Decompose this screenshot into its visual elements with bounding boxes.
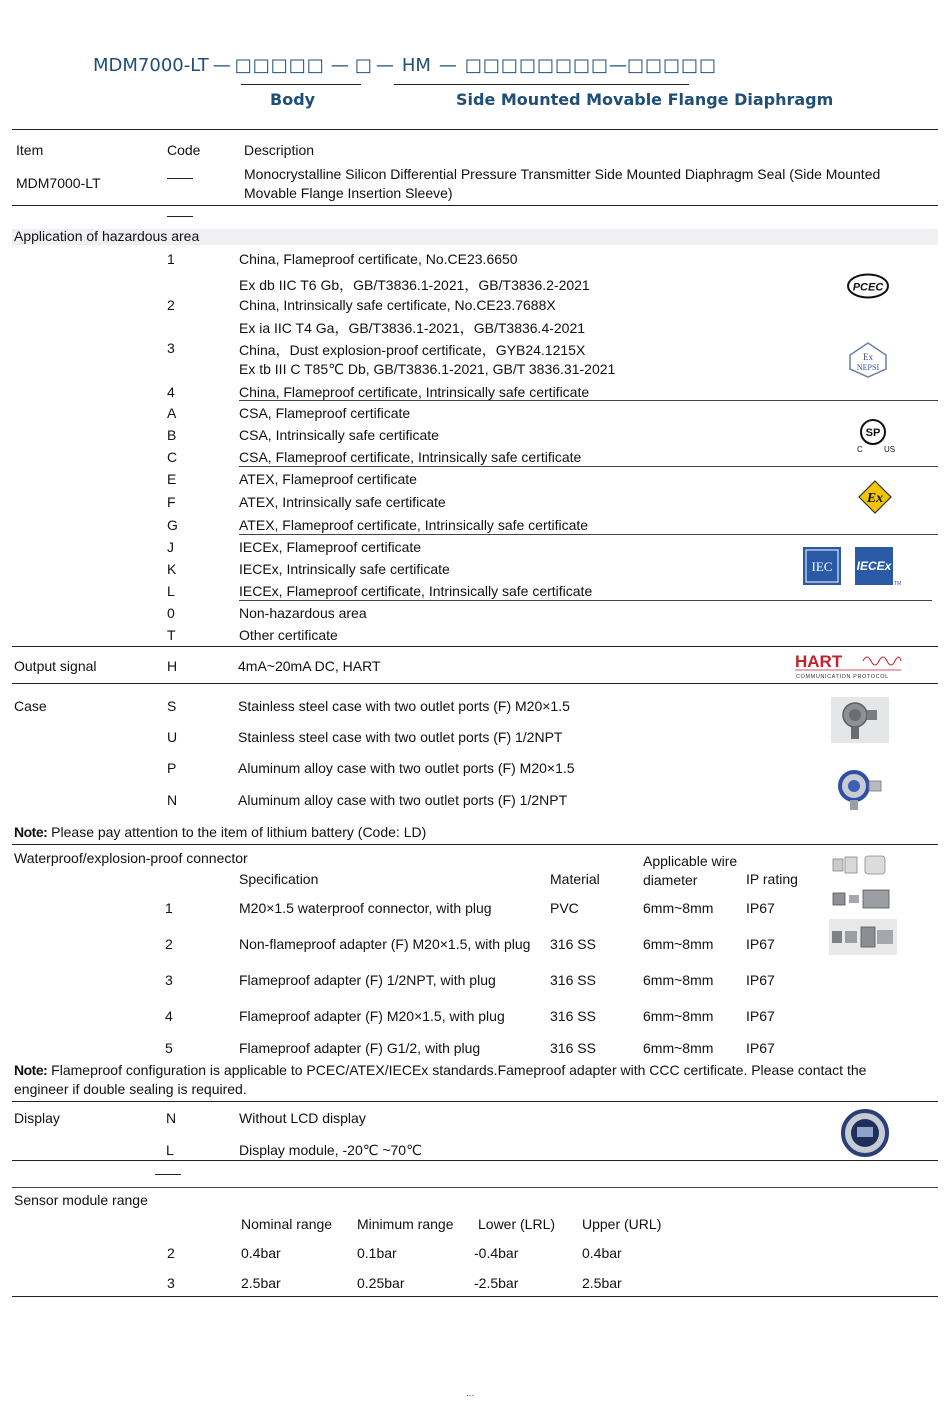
nepsi-logo-bottom: NEPSI — [856, 363, 880, 372]
pcec-logo-text: PCEC — [852, 281, 884, 294]
connector-ip: IP67 — [746, 972, 775, 988]
column-header-description: Description — [244, 142, 315, 158]
body-underline — [241, 84, 361, 85]
model-code-header — [93, 55, 717, 76]
case-section-title: Case — [14, 698, 47, 714]
hazard-code: K — [167, 561, 177, 577]
connector-code: 1 — [165, 900, 173, 916]
hazard-code: 4 — [167, 384, 175, 400]
display-code: L — [166, 1142, 174, 1158]
sensor-upper: 2.5bar — [582, 1275, 622, 1291]
code-dash — [167, 216, 193, 217]
sensor-header-upper: Upper (URL) — [582, 1216, 662, 1232]
flange-label: Side Mounted Movable Flange Diaphragm — [456, 90, 834, 109]
hazard-code: A — [167, 405, 177, 421]
connector-ip: IP67 — [746, 1008, 775, 1024]
connector-wire: 6mm~8mm — [643, 1040, 714, 1056]
model-name: MDM7000-LT — [93, 55, 209, 76]
hazard-text: IECEx, Intrinsically safe certificate — [239, 561, 450, 577]
body-label: Body — [270, 90, 316, 109]
connector-header-spec: Specification — [239, 871, 319, 887]
lcd-display-image-icon — [840, 1108, 890, 1158]
rule — [12, 646, 938, 647]
model-item: MDM7000-LT — [16, 175, 101, 191]
iec-logo-text: IEC — [811, 559, 833, 574]
connector-material: PVC — [550, 900, 579, 916]
rule — [12, 1101, 938, 1102]
hart-logo-word: HART — [795, 652, 843, 671]
connector-spec: Flameproof adapter (F) M20×1.5, with plug — [239, 1008, 505, 1024]
body-code-boxes: □□□□□ — [234, 55, 325, 76]
connector-ip: IP67 — [746, 900, 775, 916]
hazard-code: G — [167, 517, 178, 533]
hazard-code: T — [167, 627, 176, 643]
flange-underline — [394, 84, 689, 85]
sensor-header-lower: Lower (LRL) — [478, 1216, 556, 1232]
connector-header-wire-line2: diameter — [643, 872, 698, 888]
hazard-text: ATEX, Intrinsically safe certificate — [239, 494, 446, 510]
pvc-connector-image-icon — [831, 853, 891, 877]
case-text: Aluminum alloy case with two outlet ports (F) M20×1.5 — [238, 760, 575, 776]
case-text: Stainless steel case with two outlet ports (F) M20×1.5 — [238, 698, 570, 714]
hazard-text: Ex tb III C T85℃ Db, GB/T3836.1-2021, GB/T 3836.31-2021 — [239, 361, 616, 377]
hazard-code: L — [167, 583, 175, 599]
hazard-code: B — [167, 427, 177, 443]
single-code-box: □ — [354, 55, 372, 76]
flange-code-boxes: □□□□□□□□ — [464, 55, 609, 76]
connector-code: 3 — [165, 972, 173, 988]
hm-code: HM — [401, 55, 431, 76]
connector-spec: Flameproof adapter (F) 1/2NPT, with plug — [239, 972, 496, 988]
connector-spec: M20×1.5 waterproof connector, with plug — [239, 900, 492, 916]
sensor-nominal: 2.5bar — [241, 1275, 281, 1291]
output-code: H — [167, 658, 178, 674]
aluminum-case-image-icon — [832, 764, 888, 812]
hazard-text: Non-hazardous area — [239, 605, 367, 621]
flameproof-adapter-image-icon — [829, 919, 897, 955]
nepsi-logo-top: Ex — [863, 352, 873, 362]
hazard-text: China, Flameproof certificate, No.CE23.6650 — [239, 251, 518, 267]
display-text: Without LCD display — [239, 1110, 366, 1126]
table-bottom-rule — [12, 1296, 938, 1297]
hazard-code: E — [167, 471, 177, 487]
code-dash — [167, 178, 193, 179]
connector-material: 316 SS — [550, 972, 596, 988]
hazard-text: CSA, Intrinsically safe certificate — [239, 427, 439, 443]
hazard-code: J — [167, 539, 174, 555]
column-header-code: Code — [167, 142, 201, 158]
header-dash: — — [330, 55, 349, 76]
rule — [12, 1187, 938, 1188]
nepsi-logo-icon — [847, 341, 889, 379]
iecex-logo-icon — [855, 547, 901, 587]
display-text: Display module, -20℃ ~70℃ — [239, 1142, 422, 1158]
sensor-minimum: 0.1bar — [357, 1245, 397, 1261]
code-dash — [155, 1174, 181, 1175]
connector-section-title: Waterproof/explosion-proof connector — [14, 850, 248, 866]
nonflameproof-adapter-image-icon — [831, 887, 893, 911]
connector-wire: 6mm~8mm — [643, 900, 714, 916]
rule — [12, 205, 938, 206]
header-dash: — — [212, 55, 231, 76]
hazard-text: IECEx, Flameproof certificate — [239, 539, 422, 555]
iec-logo-icon — [803, 547, 841, 585]
sensor-upper: 0.4bar — [582, 1245, 622, 1261]
hazard-code: 2 — [167, 297, 175, 313]
iecex-tm: TM — [894, 581, 901, 587]
column-header-item: Item — [16, 142, 44, 158]
sensor-minimum: 0.25bar — [357, 1275, 405, 1291]
output-section-title: Output signal — [14, 658, 97, 674]
iecex-logo-text: IECEx — [856, 559, 892, 573]
sensor-header-minimum: Minimum range — [357, 1216, 454, 1232]
csa-logo-c: C — [857, 445, 863, 454]
connector-ip: IP67 — [746, 1040, 775, 1056]
case-note — [14, 824, 426, 840]
sensor-section-title: Sensor module range — [14, 1192, 148, 1208]
hazard-text: Other certificate — [239, 627, 338, 643]
note-text: Flameproof configuration is applicable to PCEC/ATEX/IECEx standards.Fameproof adapter with CCC certificate. Please contact the — [47, 1062, 867, 1078]
connector-wire: 6mm~8mm — [643, 1008, 714, 1024]
connector-note-line2: engineer if double sealing is required. — [14, 1081, 247, 1097]
hazard-code: 0 — [167, 605, 175, 621]
connector-code: 5 — [165, 1040, 173, 1056]
rule — [12, 1160, 938, 1161]
tail-code-boxes: □□□□□ — [626, 55, 718, 76]
rule — [239, 400, 938, 401]
header-dash: — — [608, 55, 627, 76]
connector-material: 316 SS — [550, 1008, 596, 1024]
hazard-text: CSA, Flameproof certificate — [239, 405, 411, 421]
connector-spec: Non-flameproof adapter (F) M20×1.5, with plug — [239, 936, 531, 952]
hazard-code: 3 — [167, 340, 175, 356]
case-code: U — [167, 729, 178, 745]
case-code: N — [167, 792, 178, 808]
hazard-text: China, Intrinsically safe certificate, No.CE23.7688X — [239, 297, 556, 313]
note-text: Please pay attention to the item of lithium battery (Code: LD) — [47, 824, 427, 840]
note-label: Note: — [14, 1062, 48, 1078]
hazard-text: Ex ia IIC T4 Ga，GB/T3836.1-2021，GB/T3836.4-2021 — [239, 320, 586, 336]
display-code: N — [166, 1110, 177, 1126]
atex-logo-text: Ex — [866, 491, 884, 506]
sensor-header-nominal: Nominal range — [241, 1216, 333, 1232]
connector-header-wire-line1: Applicable wire — [643, 853, 738, 869]
sensor-code: 3 — [167, 1275, 175, 1291]
csa-logo-icon — [853, 415, 899, 455]
connector-material: 316 SS — [550, 936, 596, 952]
connector-header-material: Material — [550, 871, 600, 887]
table-top-rule — [12, 129, 938, 130]
svg-text:SP: SP — [865, 427, 881, 439]
case-code: S — [167, 698, 177, 714]
header-dash: — — [375, 55, 394, 76]
header-dash: — — [438, 55, 457, 76]
model-description-line1: Monocrystalline Silicon Differential Pressure Transmitter Side Mounted Diaphragm Seal (Side Mounted — [244, 166, 881, 182]
connector-note-line1 — [14, 1062, 866, 1078]
rule — [12, 844, 938, 845]
hart-logo-icon — [795, 651, 903, 681]
stainless-case-image-icon — [831, 697, 889, 743]
display-section-title: Display — [14, 1110, 60, 1126]
case-text: Aluminum alloy case with two outlet ports (F) 1/2NPT — [238, 792, 568, 808]
rule — [239, 600, 932, 601]
sensor-code: 2 — [167, 1245, 175, 1261]
rule — [239, 466, 938, 467]
csa-logo-us: US — [884, 445, 896, 454]
connector-material: 316 SS — [550, 1040, 596, 1056]
note-label: Note: — [14, 824, 48, 840]
hazard-code: 1 — [167, 251, 175, 267]
sensor-lower: -0.4bar — [474, 1245, 519, 1261]
output-text: 4mA~20mA DC, HART — [238, 658, 381, 674]
hazard-text: ATEX, Flameproof certificate, Intrinsically safe certificate — [239, 517, 589, 533]
connector-wire: 6mm~8mm — [643, 936, 714, 952]
connector-spec: Flameproof adapter (F) G1/2, with plug — [239, 1040, 481, 1056]
hazard-text: China，Dust explosion-proof certificate，GYB24.1215X — [239, 342, 586, 358]
hazard-text: Ex db IIC T6 Gb，GB/T3836.1-2021，GB/T3836.2-2021 — [239, 277, 590, 293]
hazard-section-title: Application of hazardous area — [14, 228, 200, 244]
hazard-text: ATEX, Flameproof certificate — [239, 471, 417, 487]
hazard-code: F — [167, 494, 176, 510]
hazard-text: CSA, Flameproof certificate, Intrinsically safe certificate — [239, 449, 582, 465]
hazard-text: China, Flameproof certificate, Intrinsically safe certificate — [239, 384, 590, 400]
model-description-line2: Movable Flange Insertion Sleeve) — [244, 185, 453, 201]
hart-logo-sub: COMMUNICATION PROTOCOL — [796, 674, 889, 680]
sensor-nominal: 0.4bar — [241, 1245, 281, 1261]
hazard-text: IECEx, Flameproof certificate, Intrinsically safe certificate — [239, 583, 593, 599]
page-number: ... — [466, 1388, 475, 1399]
case-code: P — [167, 760, 177, 776]
connector-code: 4 — [165, 1008, 173, 1024]
atex-logo-icon — [857, 479, 893, 515]
connector-code: 2 — [165, 936, 173, 952]
connector-ip: IP67 — [746, 936, 775, 952]
sensor-lower: -2.5bar — [474, 1275, 519, 1291]
rule — [239, 534, 938, 535]
connector-wire: 6mm~8mm — [643, 972, 714, 988]
connector-header-ip: IP rating — [746, 871, 798, 887]
hazard-code: C — [167, 449, 178, 465]
case-text: Stainless steel case with two outlet ports (F) 1/2NPT — [238, 729, 563, 745]
rule — [12, 683, 938, 684]
pcec-logo-icon — [846, 272, 890, 300]
